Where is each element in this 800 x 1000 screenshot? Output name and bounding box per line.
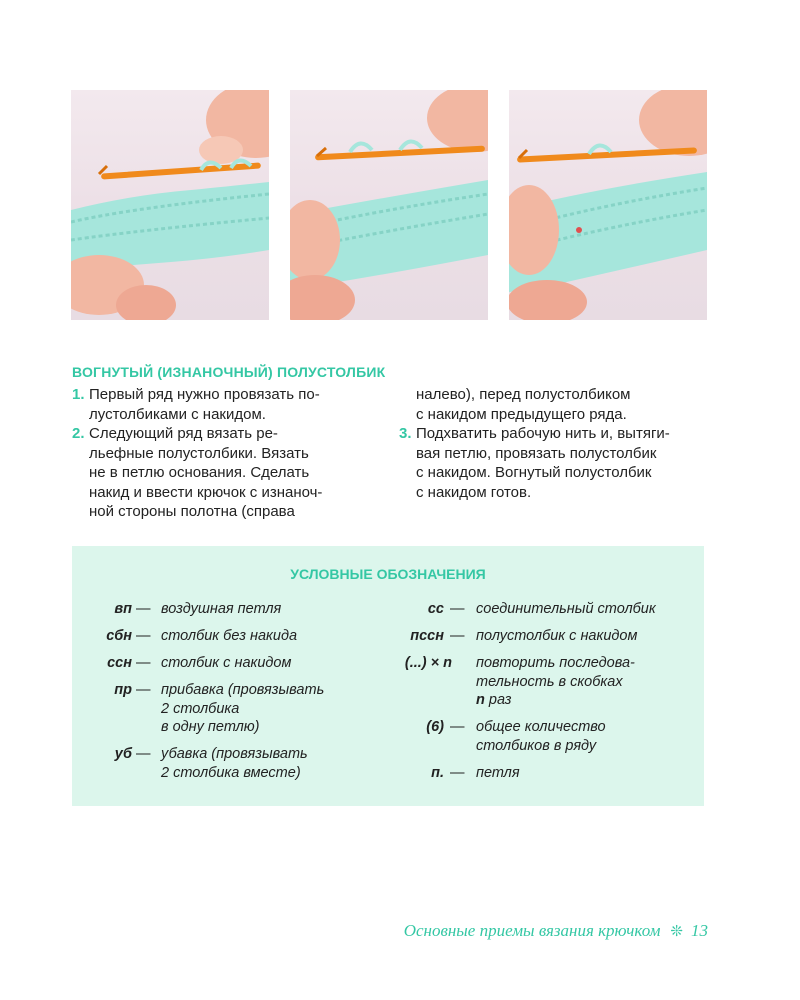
step-1-line-1 (72, 385, 382, 405)
step-2-number: 2. (72, 425, 85, 442)
legend-abbr: п. (431, 765, 444, 781)
legend-dash: — (450, 719, 465, 735)
legend-abbr: сбн (106, 628, 132, 644)
step-text: вая петлю, провязать полустолбик (416, 444, 657, 462)
steps-left-column (72, 385, 382, 522)
legend-abbr: пр (114, 682, 132, 698)
legend-dash: — (136, 601, 151, 617)
legend-dash: — (450, 765, 465, 781)
legend-abbr: пссн (410, 628, 444, 644)
legend-dash: — (136, 746, 151, 762)
legend-abbr: (6) (426, 719, 444, 735)
step-2-line-7 (399, 405, 719, 425)
legend-desc: полустолбик с накидом (476, 628, 638, 644)
legend-abbr: сс (427, 601, 444, 617)
step-text: с накидом готов. (416, 483, 532, 501)
step-text: с накидом. Вогнутый полустолбик (416, 464, 652, 481)
step-3-line-4 (399, 483, 719, 503)
photo-step-1 (71, 90, 269, 320)
legend-dash: — (136, 682, 151, 698)
step-2-line-4 (72, 483, 382, 503)
flower-ornament-icon: ❊ (670, 924, 683, 940)
page-number: 13 (691, 921, 708, 940)
legend-dash: — (450, 628, 465, 644)
legend-abbr: уб (114, 746, 132, 762)
step-2-line-3 (72, 463, 382, 483)
section-heading: ВОГНУТЫЙ (ИЗНАНОЧНЫЙ) ПОЛУСТОЛБИК (72, 364, 386, 380)
legend-desc: прибавка (провязывать 2 столбика в одну петлю) (161, 682, 325, 735)
crochet-photo-3 (509, 90, 707, 320)
step-2-line-1 (72, 424, 382, 444)
legend-abbr: вп (114, 601, 132, 617)
legend-desc: общее количество столбиков в ряду (476, 719, 606, 754)
step-text: с накидом предыдущего ряда. (416, 405, 627, 423)
step-text: накид и ввести крючок с изнаноч- (89, 483, 323, 501)
crochet-photo-1 (71, 90, 269, 320)
photo-step-2 (290, 90, 488, 320)
step-3-number: 3. (399, 425, 412, 442)
step-3-line-1 (399, 424, 719, 444)
legend-abbr: ссн (107, 655, 132, 671)
steps-right-column (399, 385, 719, 502)
step-text: Первый ряд нужно провязать по- (89, 386, 320, 403)
step-text: лустолбиками с накидом. (89, 405, 266, 423)
step-1-number: 1. (72, 386, 85, 403)
crochet-photo-2 (290, 90, 488, 320)
step-text: не в петлю основания. Сделать (89, 464, 310, 481)
footer-title: Основные приемы вязания крючком (403, 921, 661, 940)
step-2-line-2 (72, 444, 382, 464)
legend-desc: столбик с накидом (161, 655, 292, 671)
legend-desc: воздушная петля (161, 601, 282, 617)
legend-dash: — (136, 628, 151, 644)
legend-box (72, 546, 704, 806)
legend-dash: — (450, 601, 465, 617)
step-1-line-2 (72, 405, 382, 425)
legend-dash: — (136, 655, 151, 671)
legend-desc: столбик без накида (161, 628, 298, 644)
legend-desc: петля (476, 765, 520, 781)
photo-step-3 (509, 90, 707, 320)
step-3-line-2 (399, 444, 719, 464)
step-text: Следующий ряд вязать ре- (89, 425, 278, 442)
step-text: льефные полустолбики. Вязать (89, 444, 309, 462)
legend-desc: соединительный столбик (476, 601, 656, 617)
step-3-line-3 (399, 463, 719, 483)
step-2-line-6 (399, 385, 719, 405)
step-2-line-5 (72, 502, 382, 522)
page-footer (404, 921, 708, 941)
legend-title: УСЛОВНЫЕ ОБОЗНАЧЕНИЯ (290, 566, 486, 582)
step-text: налево), перед полустолбиком (416, 386, 631, 403)
step-text: Подхватить рабочую нить и, вытяги- (416, 425, 670, 442)
step-text: ной стороны полотна (справа (89, 503, 295, 520)
legend-abbr: (...) × n (404, 655, 452, 671)
legend-desc: повторить последова- тельность в скобках n раз (476, 655, 635, 708)
legend-desc: убавка (провязывать 2 столбика вместе) (161, 746, 308, 781)
